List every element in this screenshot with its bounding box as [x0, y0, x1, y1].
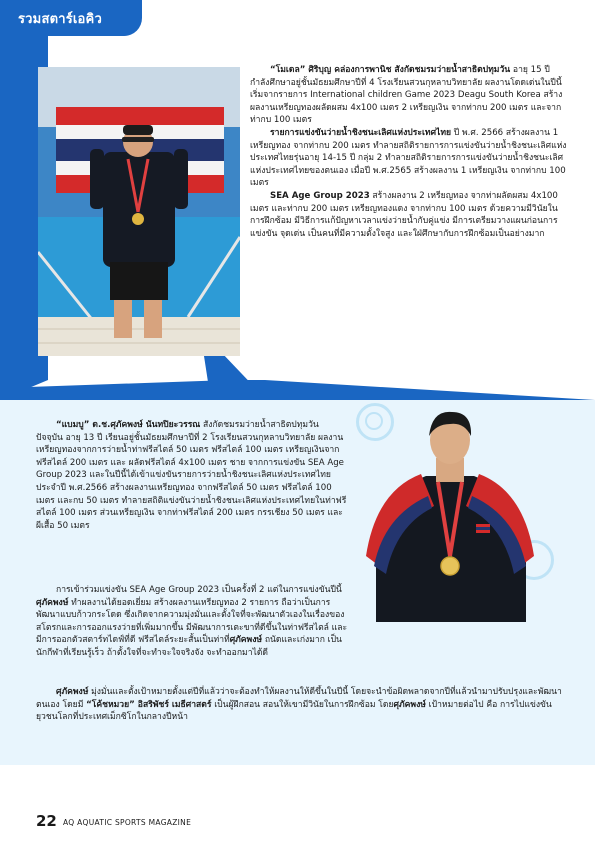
- profile-siriboon-event2: SEA Age Group 2023: [270, 190, 370, 201]
- profile-siriboon-event1: รายการแข่งขันว่ายน้ำชิงชนะเลิศแห่งประเทศไทย: [270, 127, 452, 138]
- profile-suphakphong-para2-block: [36, 584, 570, 660]
- profile-suphakphong-name-ref2: ศุภัคพงษ์: [229, 635, 263, 646]
- profile-siriboon-name: “โมเดล” ศิริบุญ คล่องการพานิช สังกัดชมรมว่ายน้ำสาธิตปทุมวัน: [270, 65, 511, 75]
- decor-dots: [470, 770, 570, 820]
- profile-suphakphong-para2c: ทำผลงานได้ยอดเยี่ยม สร้างผลงานเหรียญทอง 2 รายการ ถือว่าเป็นการพัฒนาแบบก้าวกระโดด ซึ่งเกิดจากความมุ่งมั่นและตั้งใจที่จะพัฒนาตัวเองในเรื่องของสโตรกและการออกแรงว่ายที่เพิ่มมากขึ้น มีพัฒนาการเตะขาที่ดีขึ้นในท่าฟรีสไตล์ และมีการออกตัวสตาร์ทไดฟ์ที่ดี ฟรีสไตล์ระยะสั้นเป็นท่าที่: [36, 597, 348, 646]
- profile-siriboon-para1: อายุ 15 ปี กำลังศึกษาอยู่ชั้นมัธยมศึกษาปีที่ 4 โรงเรียนสวนกุหลาบวิทยาลัย ผลงานโดดเด่นในปีนี้ เริ่มจากรายการ International children Game 2023 Deagu South Korea สร้างผลงานเหรียญทองผลัดผสม 4x100 เมตร 2 เหรียญเงิน จากท่ากบ 200 เมตร และจากท่ากบ 100 เมตร: [250, 65, 563, 126]
- profile-suphakphong-name: “แบมบู” ด.ช.ศุภัคพงษ์ นันทปิยะวรรณ: [56, 420, 201, 430]
- profile-siriboon-para2: ปี พ.ศ. 2566 สร้างผลงาน 1 เหรียญทอง จากท่ากบ 200 เมตร ทำลายสถิติรายการการแข่งขันว่ายน้ำชิงชนะเลิศแห่งประเทศไทยรุ่นอายุ 14-15 ปี กลุ่ม 2 ทำลายสถิติรายการการแข่งขันว่ายน้ำชิงชนะเลิศแห่งประเทศไทยของตนเอง เมื่อปี พ.ศ.2565 สร้างผลงาน 1 เหรียญเงิน จากท่ากบ 100 เมตร: [250, 127, 567, 189]
- profile-suphakphong-para1: สังกัดชมรมว่ายน้ำสาธิตปทุมวัน ปัจจุบัน อายุ 13 ปี เรียนอยู่ชั้นมัธยมศึกษาปีที่ 2 โรงเรียนสวนกุหลาบวิทยาลัย ผลงานเหรียญทองจากการว่ายน้ำท่าฟรีสไตล์ 50 เมตร ฟรีสไตล์ 100 เมตร เหรียญเงินจากฟรีสไตล์ 200 เมตร และ ผลัดฟรีสไตล์ 4x100 เมตร ชาย จากการแข่งขัน SEA Age Group 2023 และในปีนี้ได้เข้าแข่งขันรายการว่ายน้ำชิงชนะเลิศแห่งประเทศไทย ประจำปี พ.ศ.2566 สร้างผลงานเหรียญทอง จากฟรีสไตล์ 50 เมตร ฟรีสไตล์ 100 เมตร และกบ 50 เมตร ทำลายสถิติแข่งขันว่ายน้ำชิงชนะเลิศแห่งประเทศไทยในท่าฟรีสไตล์ 100 เมตร ส่วนเหรียญเงิน จากท่าฟรีสไตล์ 200 เมตร กรรเชียง 50 เมตร และผีเสื้อ 50 เมตร: [36, 420, 347, 531]
- profile-suphakphong-para3-block: [36, 686, 570, 724]
- profile-suphakphong-para2a: การเข้าร่วมแข่งขัน SEA Age Group 2023 เป็นครั้งที่ 2 แต่ในการแข่งขันปีนี้: [56, 585, 342, 595]
- profile-siriboon-para3: สร้างผลงาน 2 เหรียญทอง จากท่าผลัดผสม 4x100 เมตร และท่ากบ 200 เมตร เหรียญทองแดง จากท่ากบ 100 เมตร ด้วยความมีวินัยในการฝึกซ้อม มีวิธีการแก้ปัญหาเวลาแข่งว่ายน้ำกับคู่แข่ง มีการเตรียมวางแผนก่อนการแข่งขัน จุดเด่น เป็นคนที่มีความตั้งใจสูง และใฝ่ศึกษากับการฝึกซ้อมเป็นอย่างมาก: [250, 190, 558, 239]
- profile-suphakphong-para3b: มุ่งมั่นและตั้งเป้าหมายตั้งแต่ปีที่แล้วว่าจะต้องทำให้ผลงานให้ดีขึ้นในปีนี้ โดยจะนำข้อผิดพลาดจากปีที่แล้วนำมาปรับปรุงและพัฒนาตนเอง โดยมี: [36, 687, 562, 710]
- profile-siriboon-text: [250, 64, 570, 240]
- section-tab-label: รวมสตาร์เอคิว: [18, 12, 102, 27]
- profile-suphakphong-text: [36, 419, 348, 532]
- athlete-photo-siriboon: [38, 67, 240, 356]
- profile-suphakphong-para3d: เป็นผู้ฝึกสอน สอนให้เขามีวินัยในการฝึกซ้อม โดย: [211, 699, 394, 710]
- coach-name: “โค้ชหมวย” อิสริพัชร์ เมธีศาสตร์: [86, 699, 212, 710]
- profile-suphakphong-para2e: ถนัดและเก่งมาก เป็นนักกีฬาที่เรียนรู้เร็ว ถ้าตั้งใจที่จะทำจะใจจริงจัง จะทำออกมาได้ดี: [36, 635, 342, 658]
- section-tab: [0, 0, 142, 36]
- profile-suphakphong-para3f: เป้าหมายต่อไป คือ การไปแข่งขันยุวชนโลกที่ประเทศเม็กซิโกในกลางปีหน้า: [36, 699, 552, 723]
- profile-suphakphong-name-ref1: ศุภัคพงษ์: [36, 597, 69, 608]
- profile-suphakphong-name-ref3: ศุภัคพงษ์: [56, 687, 89, 697]
- profile-suphakphong-name-ref4: ศุภัคพงษ์: [393, 699, 426, 710]
- page-number: 22: [36, 812, 57, 830]
- magazine-name: AQ AQUATIC SPORTS MAGAZINE: [63, 818, 192, 827]
